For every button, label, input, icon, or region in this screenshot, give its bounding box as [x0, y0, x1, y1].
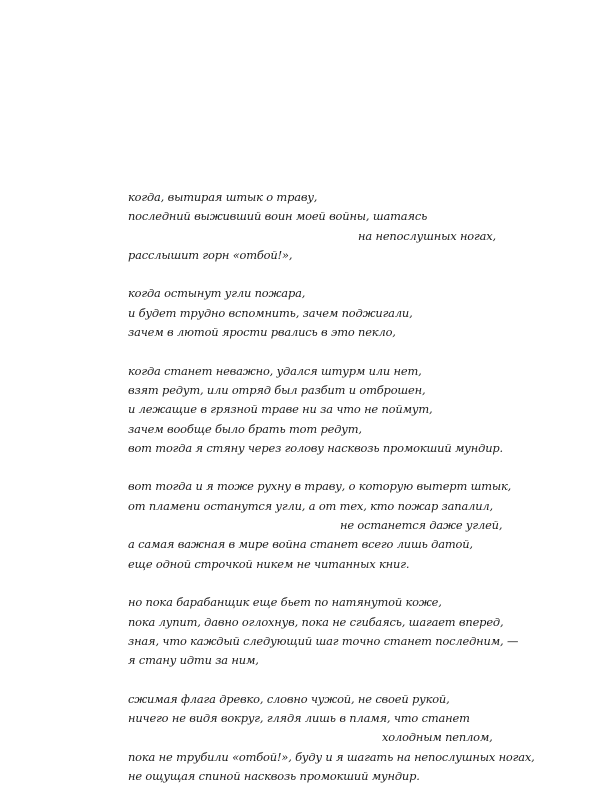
- poem-line: я стану идти за ним,: [128, 653, 259, 668]
- poem-line: еще одной строчкой никем не читанных книг.: [128, 556, 410, 571]
- stanza-1: [128, 188, 497, 265]
- poem-line: ничего не видя вокруг, глядя лишь в пламя, что станет: [128, 711, 470, 726]
- poem-line: зачем в лютой ярости рвались в это пекло,: [128, 325, 396, 340]
- poem-line: и будет трудно вспомнить, зачем поджигали,: [128, 305, 413, 320]
- poem-line: вот тогда и я тоже рухну в траву, о которую вытерт штык,: [128, 479, 512, 494]
- stanza-3: [128, 362, 503, 458]
- poem-line: когда остынут угли пожара,: [128, 286, 306, 301]
- stanza-5: [128, 593, 519, 670]
- poem-line: зачем вообще было брать тот редут,: [128, 421, 362, 436]
- poem-line: сжимая флага древко, словно чужой, не своей рукой,: [128, 691, 450, 706]
- stanza-6: [128, 690, 535, 786]
- poem-line: от пламени останутся угли, а от тех, кто пожар запалил,: [128, 498, 493, 513]
- poem-text: [128, 188, 535, 806]
- poem-line: пока лупит, давно оглохнув, пока не сгибаясь, шагает вперед,: [128, 614, 504, 629]
- poem-line: вот тогда я стяну через голову насквозь промокший мундир.: [128, 440, 503, 455]
- poem-line: а самая важная в мире война станет всего лишь датой,: [128, 537, 473, 552]
- poem-line: когда станет неважно, удался штурм или нет,: [128, 363, 422, 378]
- poem-line-indented: на непослушных ногах,: [358, 228, 497, 243]
- poem-line: расслышит горн «отбой!»,: [128, 247, 293, 262]
- stanza-2: [128, 284, 488, 342]
- poem-line: последний выживший воин моей войны, шатаясь: [128, 209, 428, 224]
- poem-line-indented: холодным пеплом,: [382, 730, 493, 745]
- stanza-4: [128, 477, 512, 573]
- poem-line: пока не трубили «отбой!», буду и я шагать на непослушных ногах,: [128, 749, 535, 764]
- poem-line: и лежащие в грязной траве ни за что не поймут,: [128, 402, 433, 417]
- poem-line: не ощущая спиной насквозь промокший мундир.: [128, 768, 420, 783]
- poem-line-indented: не останется даже углей,: [340, 518, 503, 533]
- poem-line: зная, что каждый следующий шаг точно станет последним, —: [128, 633, 519, 648]
- poem-line: когда, вытирая штык о траву,: [128, 190, 318, 204]
- poem-line: взят редут, или отряд был разбит и отброшен,: [128, 382, 426, 397]
- poem-line: но пока барабанщик еще бьет по натянутой коже,: [128, 595, 442, 610]
